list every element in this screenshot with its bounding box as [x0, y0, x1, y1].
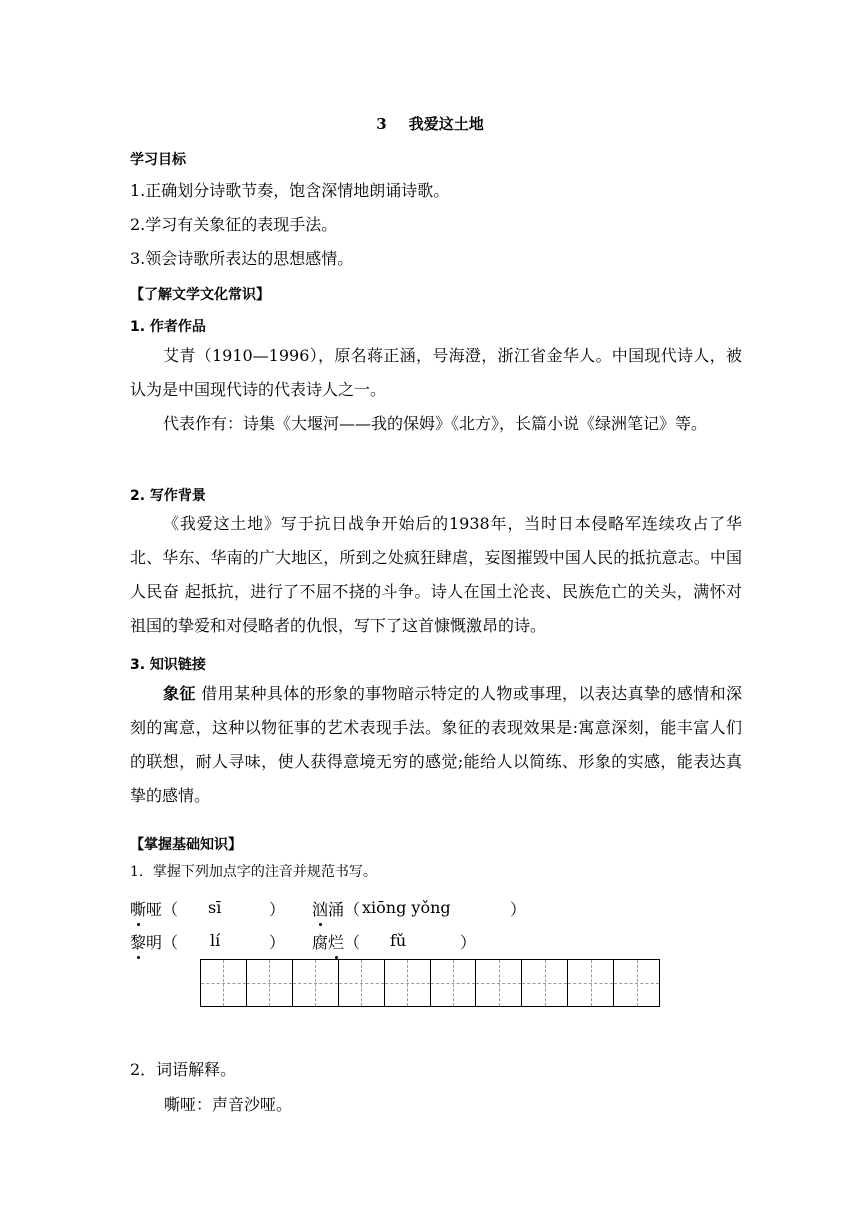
- paren-close: ）: [460, 933, 477, 952]
- paren-close: ）: [510, 900, 527, 919]
- dotted-char: 烂: [328, 930, 344, 953]
- goal-item-2: 2.学习有关象征的表现手法。: [130, 215, 338, 234]
- paren-close: ）: [269, 900, 286, 919]
- word-rest: （: [344, 933, 361, 952]
- pinyin-liming: lí: [210, 931, 221, 950]
- writing-cell[interactable]: [522, 960, 568, 1006]
- pinyin-fulan: fǔ: [390, 931, 407, 950]
- page-title: [0, 113, 860, 134]
- goal-item-1: 1.正确划分诗歌节奏，饱含深情地朗诵诗歌。: [130, 181, 450, 200]
- section-heading-literature: 【了解文学文化常识】: [130, 287, 270, 303]
- word-rest: 涌（: [328, 900, 361, 919]
- writing-grid[interactable]: [200, 959, 660, 1007]
- word-sia: [130, 897, 178, 920]
- writing-cell[interactable]: [201, 960, 247, 1006]
- section-heading-basics: 【掌握基础知识】: [130, 837, 242, 853]
- writing-cell[interactable]: [476, 960, 522, 1006]
- q2-definition: 嘶哑：声音沙哑。: [164, 1095, 293, 1114]
- goals-heading: 学习目标: [130, 152, 186, 168]
- dotted-char: 嘶: [130, 897, 146, 920]
- word-fulan: [312, 930, 360, 953]
- lesson-number: 3: [376, 115, 387, 133]
- writing-cell[interactable]: [293, 960, 339, 1006]
- goal-item-3: 3.领会诗歌所表达的思想感情。: [130, 249, 354, 268]
- background-heading: 2. 写作背景: [130, 488, 206, 504]
- writing-cell[interactable]: [431, 960, 477, 1006]
- writing-cell[interactable]: [568, 960, 614, 1006]
- lesson-title: 我爱这土地: [408, 115, 484, 133]
- author-paragraph: 艾青（1910—1996），原名蒋正涵，号海澄，浙江省金华人。中国现代诗人，被认为是中国现代诗的代表诗人之一。: [130, 346, 742, 399]
- symbolism-term: 象征: [163, 684, 196, 703]
- word-rest: 哑（: [146, 900, 179, 919]
- dotted-char: 黎: [130, 930, 146, 953]
- word-xiongyong: [312, 897, 360, 920]
- symbolism-paragraph: [130, 677, 742, 813]
- pinyin-sia: sī: [208, 898, 222, 917]
- works-paragraph: 代表作有：诗集《大堰河——我的保姆》《北方》，长篇小说《绿洲笔记》等。: [163, 414, 708, 433]
- q1-prompt: 1．掌握下列加点字的注音并规范书写。: [130, 864, 377, 880]
- writing-cell[interactable]: [339, 960, 385, 1006]
- writing-cell[interactable]: [385, 960, 431, 1006]
- knowledge-heading: 3. 知识链接: [130, 657, 206, 673]
- writing-cell[interactable]: [247, 960, 293, 1006]
- author-heading: 1. 作者作品: [130, 319, 206, 335]
- q2-prompt: 2．词语解释。: [130, 1060, 237, 1079]
- writing-cell[interactable]: [614, 960, 659, 1006]
- pinyin-xiongyong: xiōng yǒng: [362, 898, 451, 917]
- background-paragraph: 《我爱这土地》写于抗日战争开始后的1938年，当时日本侵略军连续攻占了华北、华东、华南的广大地区，所到之处疯狂肆虐，妄图摧毁中国人民的抵抗意志。中国人民奋 起抵抗，进行了不屈不挠的斗争。诗人在国土沦丧、民族危亡的关头，满怀对祖国的挚爱和对侵略者的仇恨，写下了这首慷慨激昂的诗。: [130, 514, 742, 635]
- word-rest: 明（: [146, 933, 179, 952]
- word-liming: [130, 930, 178, 953]
- symbolism-definition: 借用某种具体的形象的事物暗示特定的人物或事理，以表达真挚的感情和深刻的寓意，这种以物征事的艺术表现手法。象征的表现效果是:寓意深刻，能丰富人们的联想，耐人寻味，使人获得意境无穷的感觉;能给人以简练、形象的实感，能表达真挚的感情。: [130, 684, 742, 805]
- dotted-char: 汹: [312, 897, 328, 920]
- plain-char: 腐: [312, 933, 329, 952]
- paren-close: ）: [269, 933, 286, 952]
